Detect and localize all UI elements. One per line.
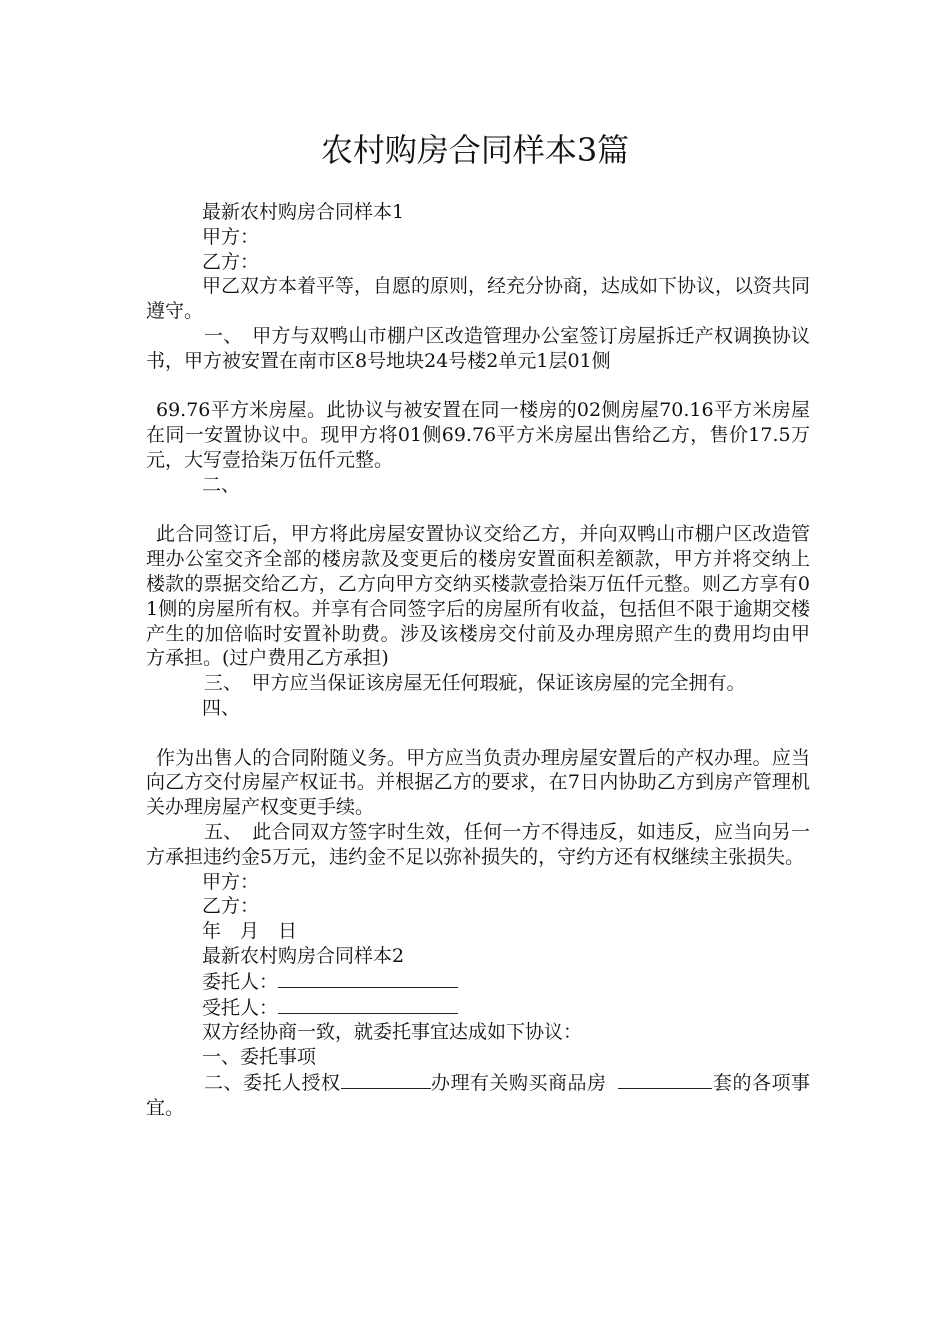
section-2-title: 最新农村购房合同样本2 xyxy=(202,944,405,967)
agent-line xyxy=(146,995,810,1021)
section-1-title: 最新农村购房合同样本1 xyxy=(202,201,405,223)
clause-4-body: 作为出售人的合同附随义务。甲方应当负责办理房屋安置后的产权办理。应当向乙方交付房屋产权证书。并根据乙方的要求，在7日内协助乙方到房产管理机关办理房屋产权变更手续。 xyxy=(146,746,810,819)
clause-4-heading: 四、 xyxy=(202,696,241,719)
principal-blank xyxy=(278,969,458,988)
clause-1-heading: 一、 甲方与双鸭山市棚户区改造管理办公室签订房屋拆迁产权调换协议书，甲方被安置在南市区8号地块24号楼2单元1层01侧 xyxy=(146,324,810,372)
principal-line xyxy=(146,969,810,995)
intro-paragraph: 甲乙双方本着平等，自愿的原则，经充分协商，达成如下协议，以资共同遵守。 xyxy=(146,275,811,323)
clause-3: 三、 甲方应当保证该房屋无任何瑕疵，保证该房屋的完全拥有。 xyxy=(204,672,746,695)
paragraph-gap xyxy=(146,374,810,399)
clause-5: 五、 此合同双方签字时生效，任何一方不得违反，如违反，应当向另一方承担违约金5万元，违约金不足以弥补损失的，守约方还有权继续主张损失。 xyxy=(146,820,810,868)
item-2-part-c: 套的各项事宜。 xyxy=(146,1071,810,1119)
authorized-party-blank xyxy=(341,1070,431,1089)
paragraph-gap xyxy=(146,498,810,523)
signature-party-b: 乙方： xyxy=(202,895,260,918)
principal-label: 委托人： xyxy=(202,970,279,993)
section-2-item-2 xyxy=(146,1070,810,1121)
clause-1-body: 69.76平方米房屋。此协议与被安置在同一楼房的02侧房屋70.16平方米房屋在同一安置协议中。现甲方将01侧69.76平方米房屋出售给乙方，售价17.5万元，大写壹拾柒万伍仟元整。 xyxy=(146,399,810,471)
section-2-intro: 双方经协商一致，就委托事宜达成如下协议： xyxy=(202,1021,583,1044)
clause-2-body: 此合同签订后，甲方将此房屋安置协议交给乙方，并向双鸭山市棚户区改造管理办公室交齐全部的楼房款及变更后的楼房安置面积差额款，甲方并将交纳上楼款的票据交给乙方，乙方向甲方交纳买楼款壹拾柒万伍仟元整。则乙方享有01侧的房屋所有权。并享有合同签字后的房屋所有收益，包括但不限于逾期交楼产生的加倍临时安置补助费。涉及该楼房交付前及办理房照产生的费用均由甲方承担。(过户费用乙方承担) xyxy=(146,523,810,670)
document-title: 农村购房合同样本3篇 xyxy=(320,131,630,169)
agent-blank xyxy=(278,995,458,1014)
section-2-item-1: 一、委托事项 xyxy=(202,1046,317,1069)
party-a-line: 甲方： xyxy=(202,225,260,248)
property-count-blank xyxy=(618,1070,712,1089)
item-2-part-a: 二、委托人授权 xyxy=(204,1071,341,1094)
clause-2-heading: 二、 xyxy=(202,473,241,496)
paragraph-gap xyxy=(146,721,810,746)
party-b-line: 乙方： xyxy=(202,250,260,273)
document-body xyxy=(146,200,810,1120)
agent-label: 受托人： xyxy=(202,996,279,1019)
item-2-part-b: 办理有关购买商品房 xyxy=(430,1071,607,1094)
signature-party-a: 甲方： xyxy=(202,870,260,893)
signature-date: 年 月 日 xyxy=(202,920,298,943)
